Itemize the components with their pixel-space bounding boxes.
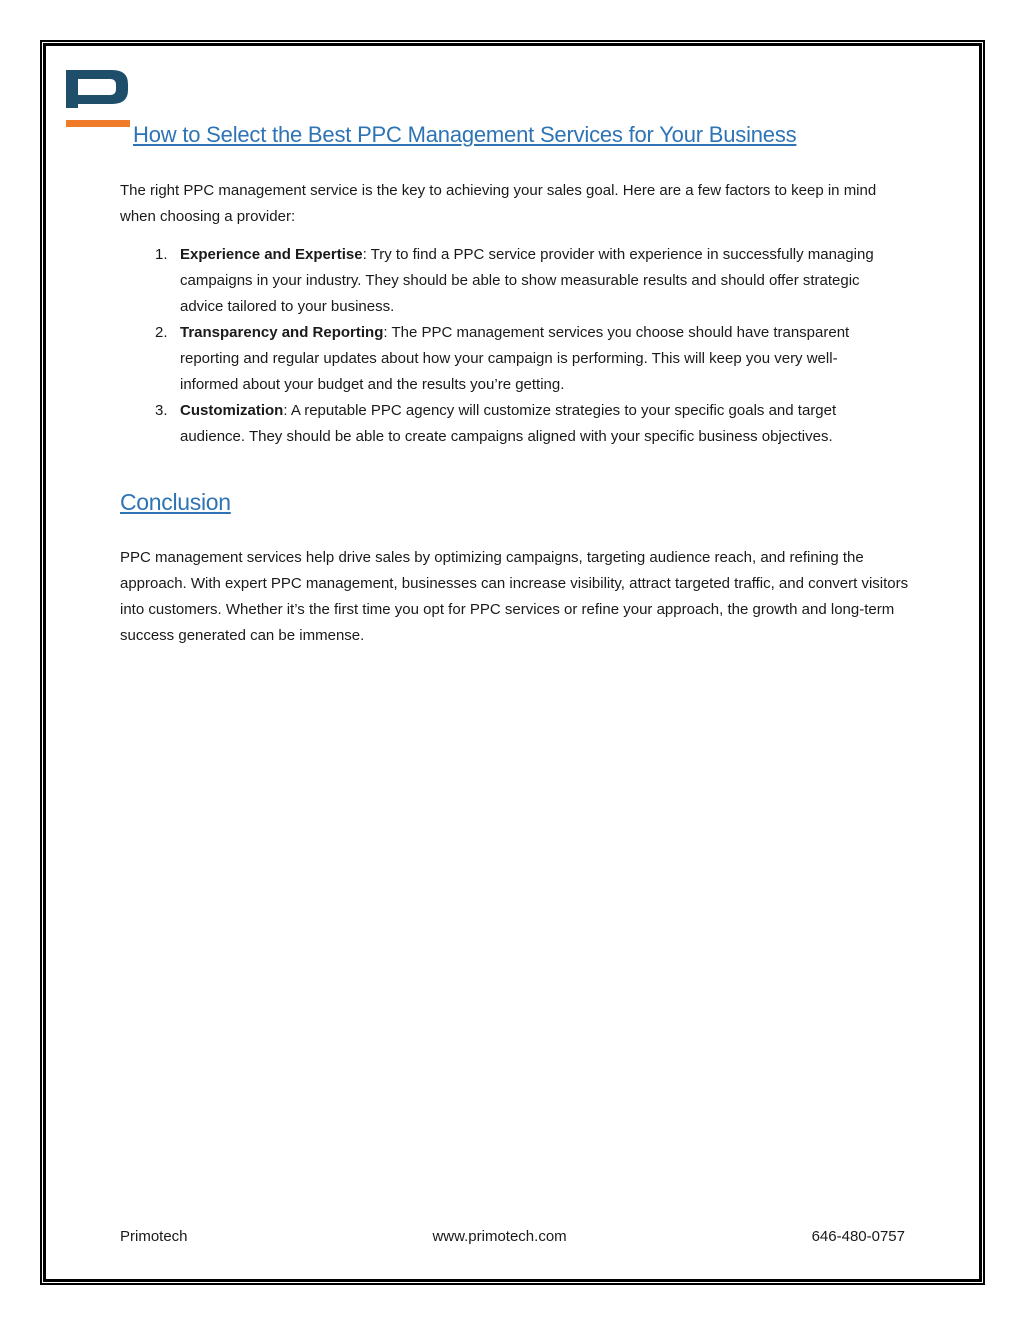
page-footer <box>120 1228 905 1245</box>
list-item <box>155 398 885 450</box>
conclusion-heading-link[interactable]: Conclusion <box>120 489 231 515</box>
list-item-heading: Experience and Expertise <box>180 246 363 263</box>
document-title-link[interactable]: How to Select the Best PPC Management Services for Your Business <box>133 122 797 147</box>
list-item-heading: Transparency and Reporting <box>180 324 384 341</box>
conclusion-paragraph: PPC management services help drive sales by optimizing campaigns, targeting audience reach, and refining the approach. With expert PPC management, businesses can increase visibility, attract targeted traffic, and convert visitors into customers. Whether it’s the first time you opt for PPC services or refine your approach, the growth and long-term success generated can be immense. <box>120 549 909 644</box>
list-item-body <box>180 398 885 450</box>
list-item <box>155 242 885 320</box>
list-item-body <box>180 320 885 398</box>
intro-paragraph: The right PPC management service is the key to achieving your sales goal. Here are a few factors to keep in mind when choosing a provider: <box>120 182 877 225</box>
list-item-text: : The PPC management services you choose should have transparent reporting and regular updates about how your campaign is performing. This will keep you very well-informed about your budget and the results you’re getting. <box>180 324 850 393</box>
list-item-heading: Customization <box>180 402 284 419</box>
factors-list <box>155 242 885 450</box>
list-number: 2. <box>155 324 168 341</box>
company-logo <box>64 68 130 128</box>
footer-company: Primotech <box>120 1228 188 1245</box>
list-item-text: : Try to find a PPC service provider with experience in successfully managing campaigns in your industry. They should be able to show measurable results and should offer strategic advice tailored to your business. <box>180 246 874 315</box>
footer-phone: 646-480-0757 <box>811 1228 905 1245</box>
list-item-text: : A reputable PPC agency will customize strategies to your specific goals and target audience. They should be able to create campaigns aligned with your specific business objectives. <box>180 402 837 445</box>
list-item <box>155 320 885 398</box>
list-item-body <box>180 242 885 320</box>
list-number: 1. <box>155 246 168 263</box>
list-number: 3. <box>155 402 168 419</box>
footer-website: www.primotech.com <box>432 1228 567 1245</box>
